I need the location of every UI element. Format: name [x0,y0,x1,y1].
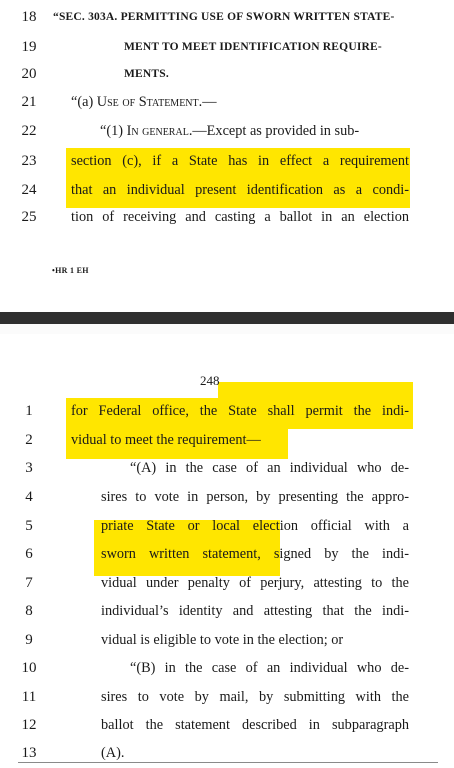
body-text: tion of receiving and casting a ballot in an election [71,209,409,225]
body-text: vidual to meet the requirement— [71,432,261,448]
line-number: 1 [25,403,33,419]
body-text: individual’s identity and attesting that the indi- [101,603,409,619]
bill-footer: •HR 1 EH [52,266,89,275]
body-text: section (c), if a State has in effect a requirement [71,153,409,169]
line-23 [0,149,454,173]
line-number: 19 [21,39,37,55]
body-text: sires to vote in person, by presenting the appro- [101,489,409,505]
paragraph-heading [100,119,359,143]
line-11 [0,685,454,709]
section-heading-end: MENTS. [124,68,169,80]
line-number: 21 [21,94,37,110]
page-bottom-rule [18,762,438,763]
line-6 [0,542,454,566]
line-25 [0,205,454,229]
line-12 [0,713,454,737]
subsection-suffix: .— [198,94,217,110]
line-21 [0,90,454,114]
body-text: sworn written statement, signed by the indi- [101,546,409,562]
line-number: 8 [25,603,33,619]
line-number: 18 [21,9,37,25]
line-4 [0,485,454,509]
page-gap [0,324,454,334]
paragraph-title: In general [126,123,189,139]
line-2 [0,428,454,452]
subsection-prefix: “(a) [71,94,97,110]
line-9 [0,628,454,652]
line-number: 24 [21,182,37,198]
page-number: 248 [200,373,220,388]
line-number: 5 [25,518,33,534]
body-text: vidual is eligible to vote in the election; or [101,632,344,648]
body-text: (A). [101,745,125,761]
line-18 [0,5,454,29]
line-19 [0,35,454,59]
body-text: ballot the statement described in subparagraph [101,717,409,733]
paragraph-prefix: “(1) [100,123,127,139]
line-7 [0,571,454,595]
line-number: 12 [21,717,37,733]
section-heading: “SEC. 303A. PERMITTING USE OF SWORN WRITTEN STATE- [53,11,395,23]
line-number: 4 [25,489,33,505]
body-text: priate State or local election official with a [101,518,409,534]
line-number: 7 [25,575,33,591]
page-divider [0,312,454,324]
line-number: 25 [21,209,37,225]
section-heading-cont: MENT TO MEET IDENTIFICATION REQUIRE- [124,41,382,53]
document-page-top [0,0,454,312]
body-text: “(B) in the case of an individual who de- [130,660,409,676]
line-1 [0,399,454,423]
line-3 [0,456,454,480]
line-number: 20 [21,66,37,82]
body-text: vidual under penalty of perjury, attesting to the [101,575,409,591]
document-page-248 [0,334,454,768]
line-number: 2 [25,432,33,448]
line-5 [0,514,454,538]
line-number: 3 [25,460,33,476]
line-8 [0,599,454,623]
line-number: 11 [21,689,37,705]
line-24 [0,178,454,202]
line-22 [0,119,454,143]
body-text: “(A) in the case of an individual who de- [130,460,409,476]
line-10 [0,656,454,680]
body-text: for Federal office, the State shall permit the indi- [71,403,409,419]
line-number: 22 [21,123,37,139]
line-number: 6 [25,546,33,562]
line-number: 9 [25,632,33,648]
line-number: 23 [21,153,37,169]
line-20 [0,62,454,86]
line-number: 10 [21,660,37,676]
body-text: that an individual present identification as a condi- [71,182,409,198]
line-number: 13 [21,745,37,761]
paragraph-suffix: .—Except as provided in sub- [188,123,360,139]
body-text: sires to vote by mail, by submitting with the [101,689,409,705]
subsection-heading [71,90,217,114]
subsection-title: Use of Statement [96,94,199,110]
